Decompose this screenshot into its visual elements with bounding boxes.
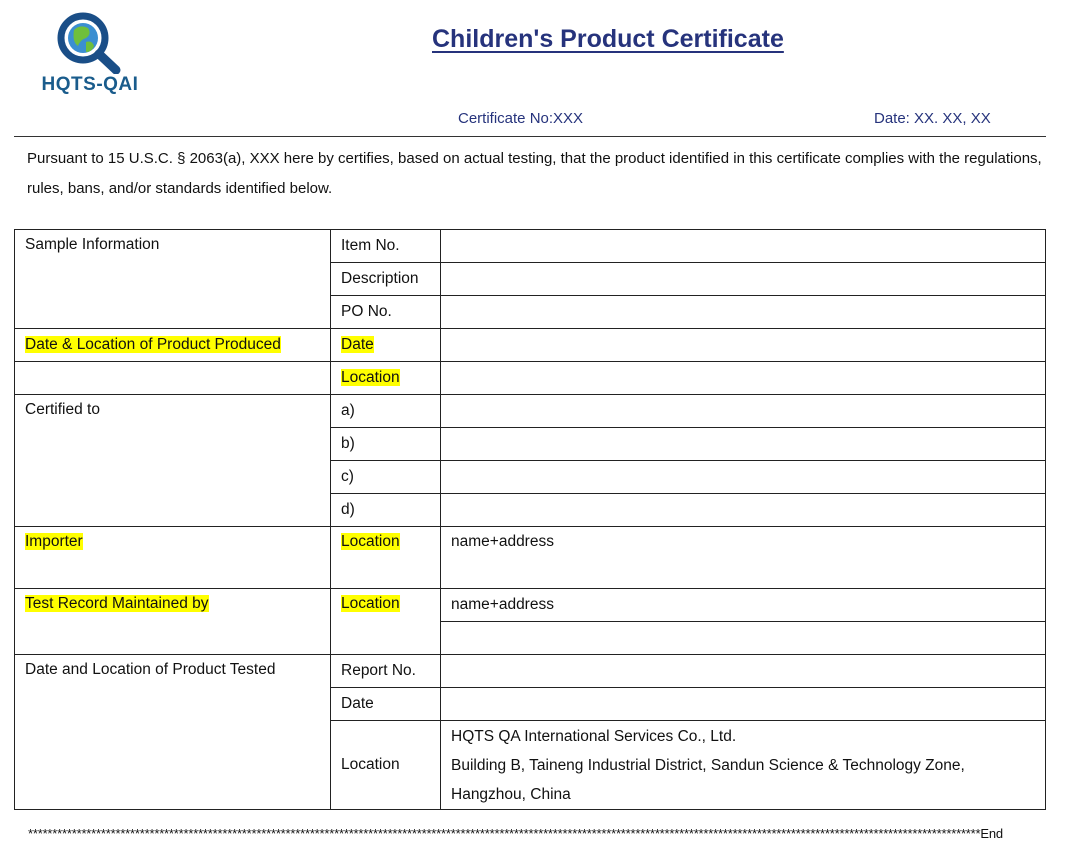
table-row [15, 395, 1046, 428]
cert-c-value [441, 461, 1046, 494]
description-value [441, 263, 1046, 296]
test-record-value: name+address [441, 589, 1046, 622]
lab-address-line-2: Hangzhou, China [451, 785, 571, 803]
report-no-value [441, 655, 1046, 688]
table-row [15, 589, 1046, 622]
end-marker: ****************************************************************************************************************************************************************************************************End [28, 826, 1003, 841]
produced-location-label: Location [331, 362, 441, 395]
certificate-number: Certificate No:XXX [458, 110, 584, 127]
tested-date-value [441, 688, 1046, 721]
importer-location-label: Location [331, 527, 441, 589]
importer-value: name+address [441, 527, 1046, 589]
table-row [15, 362, 1046, 395]
logo-text: HQTS-QAI [41, 74, 139, 95]
test-record-value-2 [441, 622, 1046, 655]
page-title: Children's Product Certificate [432, 25, 784, 53]
lab-name: HQTS QA International Services Co., Ltd. [451, 727, 737, 745]
header-divider [14, 136, 1046, 137]
tested-location-value [441, 721, 1046, 810]
cert-a-label: a) [331, 395, 441, 428]
cert-c-label: c) [331, 461, 441, 494]
empty-cell [15, 362, 331, 395]
cert-a-value [441, 395, 1046, 428]
company-logo [30, 10, 150, 95]
certificate-table [14, 229, 1046, 810]
sample-information-label: Sample Information [15, 230, 331, 329]
intro-paragraph: Pursuant to 15 U.S.C. § 2063(a), XXX here by certifies, based on actual testing, that the product identified in this certificate complies with the regulations, rules, bans, and/or standards identified below. [27, 150, 1042, 197]
date-location-produced-label: Date & Location of Product Produced [15, 329, 331, 362]
date-location-tested-label: Date and Location of Product Tested [15, 655, 331, 810]
description-label: Description [331, 263, 441, 296]
cert-b-label: b) [331, 428, 441, 461]
cert-d-value [441, 494, 1046, 527]
table-row [15, 230, 1046, 263]
table-row [15, 329, 1046, 362]
table-row [15, 527, 1046, 589]
importer-label: Importer [15, 527, 331, 589]
produced-date-label: Date [331, 329, 441, 362]
test-record-label: Test Record Maintained by [15, 589, 331, 655]
lab-address-line-1: Building B, Taineng Industrial District, Sandun Science & Technology Zone, [451, 756, 965, 774]
produced-date-value [441, 329, 1046, 362]
tested-date-label: Date [331, 688, 441, 721]
cert-d-label: d) [331, 494, 441, 527]
cert-b-value [441, 428, 1046, 461]
table-row [15, 655, 1046, 688]
po-no-value [441, 296, 1046, 329]
produced-location-value [441, 362, 1046, 395]
certificate-date: Date: XX. XX, XX [874, 110, 991, 127]
report-no-label: Report No. [331, 655, 441, 688]
tested-location-label: Location [331, 721, 441, 810]
item-no-label: Item No. [331, 230, 441, 263]
certified-to-label: Certified to [15, 395, 331, 527]
item-no-value [441, 230, 1046, 263]
test-record-location-label: Location [331, 589, 441, 655]
magnifier-globe-icon [50, 10, 130, 74]
po-no-label: PO No. [331, 296, 441, 329]
